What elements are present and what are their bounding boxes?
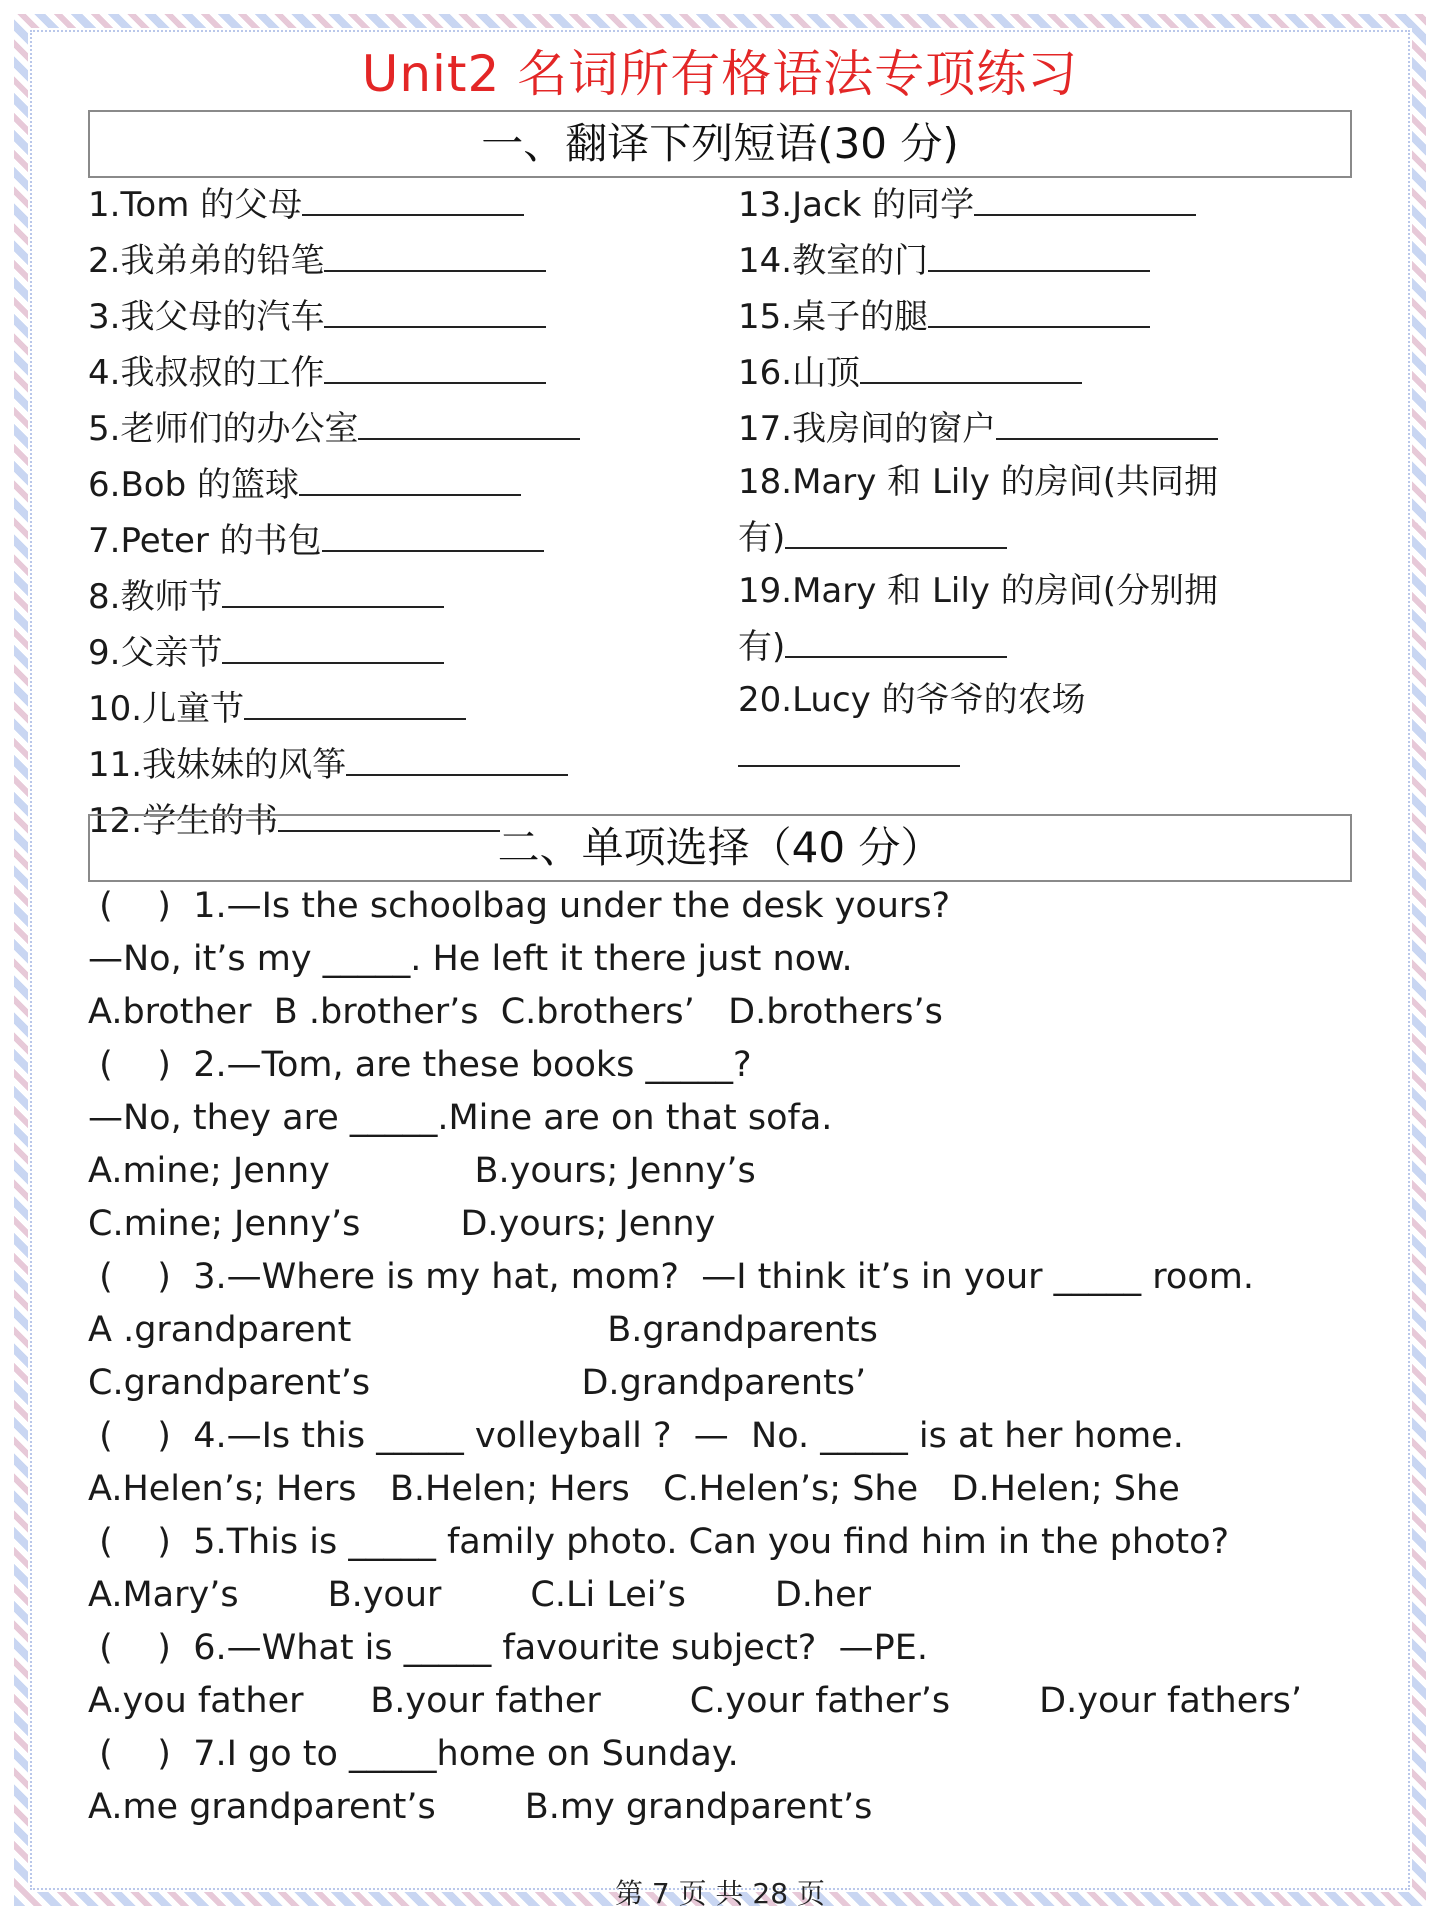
mc-line: ( ) 2.—Tom, are these books _____? <box>88 1045 752 1085</box>
translation-item: 有) <box>738 509 1258 565</box>
answer-line[interactable] <box>785 618 1007 658</box>
section2-heading: 二、单项选择（40 分） <box>88 814 1352 882</box>
translation-item: 8.教师节 <box>88 568 728 624</box>
answer-line[interactable] <box>299 456 521 496</box>
multiple-choice-list <box>88 880 1388 1834</box>
translation-item: 13.Jack 的同学 <box>738 176 1258 232</box>
translation-item <box>738 727 1258 783</box>
mc-line: A .grandparent B.grandparents <box>88 1310 878 1350</box>
answer-line[interactable] <box>358 400 580 440</box>
translation-item: 2.我弟弟的铅笔 <box>88 232 728 288</box>
translation-item: 4.我叔叔的工作 <box>88 344 728 400</box>
answer-line[interactable] <box>928 288 1150 328</box>
translation-list-right <box>738 176 1258 783</box>
mc-line: ( ) 3.—Where is my hat, mom? —I think it’s in your _____ room. <box>88 1257 1254 1297</box>
mc-line: ( ) 7.I go to _____home on Sunday. <box>88 1734 739 1774</box>
translation-item: 12.学生的书 <box>88 792 728 848</box>
answer-line[interactable] <box>996 400 1218 440</box>
mc-line: A.mine; Jenny B.yours; Jenny’s <box>88 1151 756 1191</box>
mc-line: ( ) 1.—Is the schoolbag under the desk yours? <box>88 886 951 926</box>
translation-item: 有) <box>738 618 1258 674</box>
answer-line[interactable] <box>324 288 546 328</box>
page-footer: 第 7 页 共 28 页 <box>615 1877 825 1910</box>
answer-line[interactable] <box>346 736 568 776</box>
answer-line[interactable] <box>974 176 1196 216</box>
mc-line: A.brother B .brother’s C.brothers’ D.brothers’s <box>88 992 943 1032</box>
translation-item: 10.儿童节 <box>88 680 728 736</box>
translation-item: 3.我父母的汽车 <box>88 288 728 344</box>
translation-item: 1.Tom 的父母 <box>88 176 728 232</box>
mc-line: A.Helen’s; Hers B.Helen; Hers C.Helen’s; She D.Helen; She <box>88 1469 1180 1509</box>
translation-item: 15.桌子的腿 <box>738 288 1258 344</box>
answer-line[interactable] <box>322 512 544 552</box>
answer-line[interactable] <box>222 624 444 664</box>
translation-item: 9.父亲节 <box>88 624 728 680</box>
translation-item: 18.Mary 和 Lily 的房间(共同拥 <box>738 462 1218 502</box>
section1-heading: 一、翻译下列短语(30 分) <box>88 110 1352 178</box>
answer-line[interactable] <box>785 509 1007 549</box>
mc-line: ( ) 6.—What is _____ favourite subject? —PE. <box>88 1628 928 1668</box>
answer-line[interactable] <box>738 727 960 767</box>
answer-line[interactable] <box>860 344 1082 384</box>
mc-line: ( ) 5.This is _____ family photo. Can you find him in the photo? <box>88 1522 1230 1562</box>
mc-line: ( ) 4.—Is this _____ volleyball ? — No. _____ is at her home. <box>88 1416 1184 1456</box>
translation-item: 14.教室的门 <box>738 232 1258 288</box>
translation-item: 19.Mary 和 Lily 的房间(分别拥 <box>738 571 1218 611</box>
translation-item: 16.山顶 <box>738 344 1258 400</box>
answer-line[interactable] <box>928 232 1150 272</box>
mc-line: C.mine; Jenny’s D.yours; Jenny <box>88 1204 716 1244</box>
mc-line: C.grandparent’s D.grandparents’ <box>88 1363 867 1403</box>
mc-line: A.you father B.your father C.your father’s D.your fathers’ <box>88 1681 1303 1721</box>
translation-item: 6.Bob 的篮球 <box>88 456 728 512</box>
mc-line: A.Mary’s B.your C.Li Lei’s D.her <box>88 1575 872 1615</box>
translation-item: 11.我妹妹的风筝 <box>88 736 728 792</box>
answer-line[interactable] <box>222 568 444 608</box>
translation-item: 5.老师们的办公室 <box>88 400 728 456</box>
translation-item: 20.Lucy 的爷爷的农场 <box>738 680 1086 720</box>
answer-line[interactable] <box>302 176 524 216</box>
translation-list-left <box>88 176 728 848</box>
translation-item: 17.我房间的窗户 <box>738 400 1258 456</box>
mc-line: A.me grandparent’s B.my grandparent’s <box>88 1787 873 1827</box>
answer-line[interactable] <box>324 232 546 272</box>
translation-item: 7.Peter 的书包 <box>88 512 728 568</box>
page-title: Unit2 名词所有格语法专项练习 <box>361 45 1079 103</box>
mc-line: —No, it’s my _____. He left it there just now. <box>88 939 853 979</box>
mc-line: —No, they are _____.Mine are on that sofa. <box>88 1098 833 1138</box>
answer-line[interactable] <box>324 344 546 384</box>
answer-line[interactable] <box>244 680 466 720</box>
